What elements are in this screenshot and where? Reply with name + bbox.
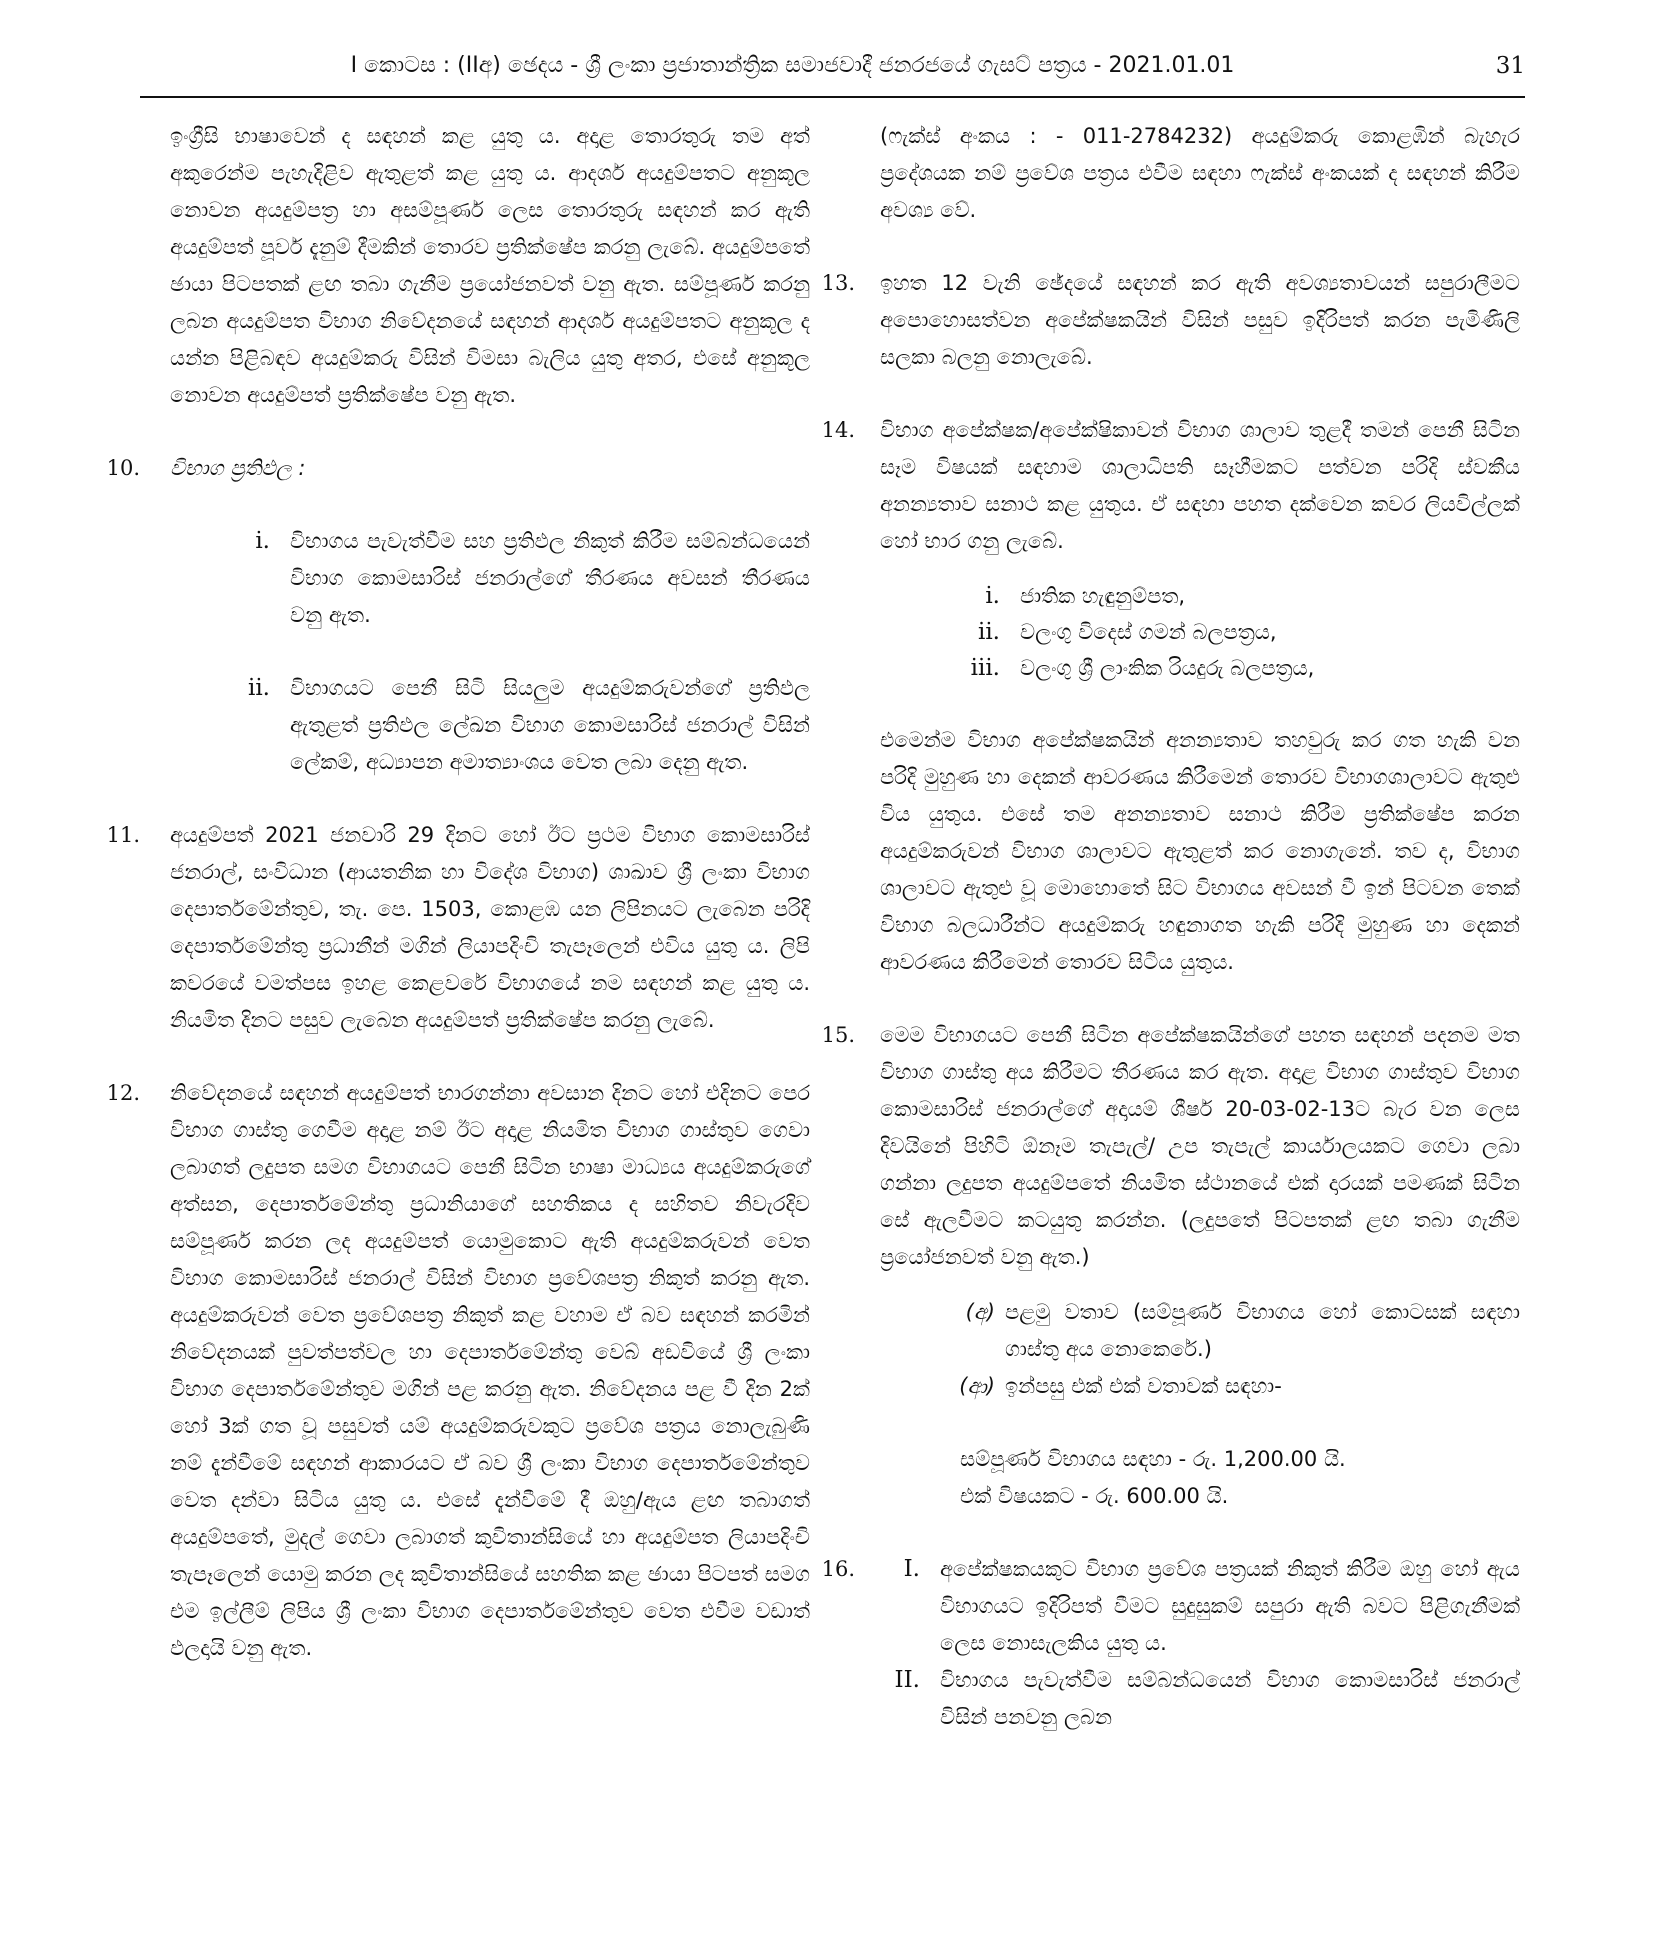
- sub-item-ii: [170, 670, 810, 781]
- item-15: [821, 1017, 1520, 1515]
- option-label: (ආ): [959, 1374, 995, 1398]
- right-column: [821, 118, 1520, 1736]
- item-12: [106, 1075, 810, 1667]
- sub-text: විභාගය පැවැත්වීම සහ ප්‍රතිඵල නිකුත් කිරීම සම්බන්ධයෙන් විභාග කොමසාරිස් ජනරාල්ගේ තීරණය අවසන් තීරණය වනු ඇත.: [290, 529, 810, 627]
- sub-label: I.: [903, 1556, 920, 1582]
- option-text: ඉන්පසු එක් එක් වතාවක් සඳහා-: [1005, 1374, 1282, 1398]
- item-16: [821, 1551, 1520, 1736]
- sub-text: විභාගය පැවැත්වීම සම්බන්ධයෙන් විභාග කොමසාරිස් ජනරාල් විසින් පනවනු ලබන: [940, 1668, 1520, 1729]
- fee-per-subject: එක් විෂයකට - රු. 600.00 යි.: [960, 1484, 1229, 1508]
- fax-paragraph: (ෆැක්ස් අංකය : - 011-2784232) අයදුම්කරු කොළඹින් බැහැර ප්‍රදේශයක නම් ප්‍රවේශ පත්‍රය එවීම සඳහා ෆැක්ස් අංකයක් ද සඳහන් කිරීම අවශ්‍ය වේ.: [880, 124, 1520, 222]
- item-13: [821, 265, 1520, 376]
- item-number: 13.: [821, 271, 855, 295]
- list-label: iii.: [970, 655, 1000, 681]
- gazette-header-title: I කොටස : (IIඅ) ඡෙදය - ශ්‍රී ලංකා ප්‍රජාතාන්ත්‍රික සමාජවාදී ජනරජයේ ගැසට් පත්‍රය - 2021.01.01: [350, 53, 1235, 78]
- fee-schedule: [880, 1441, 1520, 1515]
- page-number: 31: [1495, 53, 1525, 79]
- option-label: (අ): [965, 1300, 995, 1324]
- list-label: ii.: [977, 619, 1000, 645]
- item-heading: විභාග ප්‍රතිඵල :: [170, 456, 306, 480]
- id-document-list: [880, 578, 1520, 686]
- sub-label: II.: [894, 1667, 920, 1693]
- sub-item-II: [894, 1662, 1520, 1736]
- option-aa: [940, 1368, 1520, 1405]
- sub-text: අපේක්ෂකයකුට විභාග ප්‍රවේශ පත්‍රයක් නිකුත් කිරීම ඔහු හෝ ඇය විභාගයට ඉදිරිපත් වීමට සුදුසුකම් සපුරා ඇති බවට පිළිගැනීමක් ලෙස නොසැලකිය යුතු ය.: [940, 1557, 1520, 1655]
- list-text: වලංගු ශ්‍රී ලාංකික රියදුරු බලපත්‍රය,: [1020, 656, 1315, 680]
- list-label: i.: [985, 583, 1000, 609]
- list-item: [960, 578, 1520, 614]
- sub-label: i.: [255, 528, 270, 554]
- left-column: [106, 118, 810, 1667]
- list-item: [960, 614, 1520, 650]
- item-text: ඉහත 12 වැනි ඡේදයේ සඳහන් කර ඇති අවශ්‍යතාවයන් සපුරාලීමට අපොහොසත්වන අපේක්ෂකයින් විසින් පසුව ඉදිරිපත් කරන පැමිණිලි සලකා බලනු නොලැබේ.: [880, 271, 1520, 369]
- sub-label: ii.: [247, 675, 270, 701]
- sub-item-i: [170, 523, 810, 634]
- item-10: [106, 450, 810, 781]
- item-text: මෙම විභාගයට පෙනී සිටින අපේක්ෂකයින්ගේ පහත සඳහන් පදනම මත විභාග ගාස්තු අය කිරීමට තීරණය කර ඇත. අදාළ විභාග ගාස්තුව විභාග කොමසාරිස් ජනරාල්ගේ අදායම් ශීර්ෂ 20-03-02-13ට බැර වන ලෙස දිවයිනේ පිහිටි ඕනෑම තැපැල්/ උප තැපැල් කාර්යාලයකට ගෙවා ලබා ගන්නා ලදුපත අයදුම්පතේ නියමිත ස්ථානයේ එක් දාරයක් පමණක් සිටින සේ ඇලවීමට කටයුතු කරන්න. (ලදුපතේ පිටපතක් ළඟ තබා ගැනීම ප්‍රයෝජනවත් වනු ඇත.): [880, 1023, 1520, 1269]
- item-number: 16.: [821, 1557, 855, 1581]
- item-number: 10.: [106, 456, 140, 480]
- item-number: 11.: [106, 823, 140, 847]
- item-11: [106, 817, 810, 1039]
- item-text: අයදුම්පත් 2021 ජනවාරි 29 දිනට හෝ ඊට ප්‍රථම විභාග කොමසාරිස් ජනරාල්, සංවිධාන (ආයතනික හා විදේශ විභාග) ශාඛාව ශ්‍රී ලංකා විභාග දෙපාර්තමේන්තුව, තැ. පෙ. 1503, කොළඹ යන ලිපිනයට ලැබෙන පරිදි දෙපාර්තමේන්තු ප්‍රධානීන් මගින් ලියාපදිංචි තැපෑලෙන් එවිය යුතු ය. ලිපි කවරයේ වමත්පස ඉහළ කෙළවරේ විභාගයේ නම සඳහන් කළ යුතු ය. නියමිත දිනට පසුව ලැබෙන අයදුම්පත් ප්‍රතික්ෂේප කරනු ලැබේ.: [170, 823, 810, 1032]
- item-text: නිවේදනයේ සඳහන් අයදුම්පත් භාරගන්නා අවසාන දිනට හෝ එදිනට පෙර විභාග ගාස්තු ගෙවීම අදාළ නම් ඊට අදාළ නියමිත විභාග ගාස්තුව ගෙවා ලබාගත් ලදුපත සමග විභාගයට පෙනී සිටින භාෂා මාධ්‍යය අයදුම්කරුගේ අත්සන, දෙපාර්තමේන්තු ප්‍රධානියාගේ සහතිකය ද සහිතව නිවැරදිව සම්පූර්ණ කරන ලද අයදුම්පත් යොමුකොට ඇති අයදුම්කරුවන් වෙත විභාග කොමසාරිස් ජනරාල් විසින් විභාග ප්‍රවේශපත්‍ර නිකුත් කරනු ඇත. අයදුම්කරුවන් වෙත ප්‍රවේශපත්‍ර නිකුත් කළ වහාම ඒ බව සඳහන් කරමින් නිවේදනයක් පුවත්පත්වල හා දෙපාර්තමේන්තු වෙබ් අඩවියේ ශ්‍රී ලංකා විභාග දෙපාර්තමේන්තුව මගින් පළ කරනු ඇත. නිවේදනය පළ වී දින 2ක් හෝ 3ක් ගත වූ පසුවත් යම් අයදුම්කරුවකුට ප්‍රවේශ පත්‍රය නොලැබුණි නම් දැන්වීමේ සඳහන් ආකාරයට ඒ බව ශ්‍රී ලංකා විභාග දෙපාර්තමේන්තුව වෙත දන්වා සිටිය යුතු ය. එසේ දැන්වීමේ දී ඔහු/ඇය ළඟ තබාගත් අයදුම්පතේ, මුදල් ගෙවා ලබාගත් කුවිතාන්සියේ හා අයදුම්පත ලියාපදිංචි තැපෑලෙන් යොමු කරන ලද කුවිතාන්සියේ සහතික කළ ඡායා පිටපත් සමග එම ඉල්ලීම් ලිපිය ශ්‍රී ලංකා විභාග දෙපාර්තමේන්තුව වෙත එවීම වඩාත් ඵලදායි වනු ඇත.: [170, 1081, 810, 1660]
- sub-text: විභාගයට පෙනී සිටි සියලුම අයදුම්කරුවන්ගේ ප්‍රතිඵල ඇතුළත් ප්‍රතිඵල ලේඛන විභාග කොමසාරිස් ජනරාල් විසින් ලේකම්, අධ්‍යාපන අමාත්‍යාංශය වෙත ලබා දෙනු ඇත.: [290, 676, 810, 774]
- item-14: [821, 412, 1520, 981]
- intro-paragraph: ඉංග්‍රීසි භාෂාවෙන් ද සඳහන් කළ යුතු ය. අදාළ තොරතුරු තම අත් අකුරෙන්ම පැහැදිළිව ඇතුළත් කළ යුතු ය. ආදර්ශ අයදුම්පතට අනුකූල නොවන අයදුම්පත්‍ර හා අසම්පූර්ණ ලෙස තොරතුරු සඳහන් කර ඇති අයදුම්පත් පූර්ව දැනුම් දීමකින් තොරව ප්‍රතික්ෂේප කරනු ලැබේ. අයදුම්පතේ ඡායා පිටපතක් ළඟ තබා ගැනීම ප්‍රයෝජනවත් වනු ඇත. සම්පූර්ණ කරනු ලබන අයදුම්පත විභාග නිවේදනයේ සඳහන් ආදර්ශ අයදුම්පතට අනුකූල ද යන්න පිළිබඳව අයදුම්කරු විසින් විමසා බැලිය යුතු අතර, එසේ අනුකූල නොවන අයදුම්පත් ප්‍රතික්ෂේප වනු ඇත.: [170, 124, 810, 407]
- item-number: 15.: [821, 1023, 855, 1047]
- list-text: ජාතික හැඳුනුම්පත,: [1020, 584, 1186, 608]
- list-text: වලංගු විදෙස් ගමන් බලපත්‍රය,: [1020, 620, 1277, 644]
- option-a: [940, 1294, 1520, 1368]
- sub-item-I: [900, 1551, 1520, 1662]
- item-text: විභාග අපේක්ෂක/අපේක්ෂිකාවන් විභාග ශාලාව තුළදී තමන් පෙනී සිටින සෑම විෂයක් සඳහාම ශාලාධිපති සෑහීමකට පත්වන පරිදි ස්වකීය අනන්‍යතාව සනාථ කළ යුතුය. ඒ සඳහා පහත දක්වෙන කවර ලියවිල්ලක් හෝ භාර ගනු ලැබේ.: [880, 418, 1520, 553]
- option-text: පළමු වතාව (සම්පූර්ණ විභාගය හෝ කොටසක් සඳහා ගාස්තු අය නොකෙරේ.): [1005, 1300, 1520, 1361]
- item-follow-text: එමෙන්ම විභාග අපේක්ෂකයින් අනන්‍යතාව තහවුරු කර ගත හැකි වන පරිදි මුහුණ හා දෙකන් ආවරණය කිරීමෙන් තොරව විභාගශාලාවට ඇතුළු විය යුතුය. එසේ තම අනන්‍යතාව සනාථ කිරීම ප්‍රතික්ෂේප කරන අයදුම්කරුවන් විභාග ශාලාවට ඇතුළත් කර නොගැනේ. තව ද, විභාග ශාලාවට ඇතුළු වූ මොහොතේ සිට විභාගය අවසන් වී ඉන් පිටවන තෙක් විභාග බලධාරීන්ට අයදුම්කරු හඳුනාගත හැකි පරිදි මුහුණ හා දෙකන් ආවරණය කිරීමෙන් තොරව සිටිය යුතුය.: [880, 728, 1520, 974]
- list-item: [960, 650, 1520, 686]
- item-number: 14.: [821, 418, 855, 442]
- page-header: [140, 52, 1525, 98]
- fee-full-exam: සම්පූර්ණ විභාගය සඳහා - රු. 1,200.00 යි.: [960, 1447, 1346, 1471]
- item-number: 12.: [106, 1081, 140, 1105]
